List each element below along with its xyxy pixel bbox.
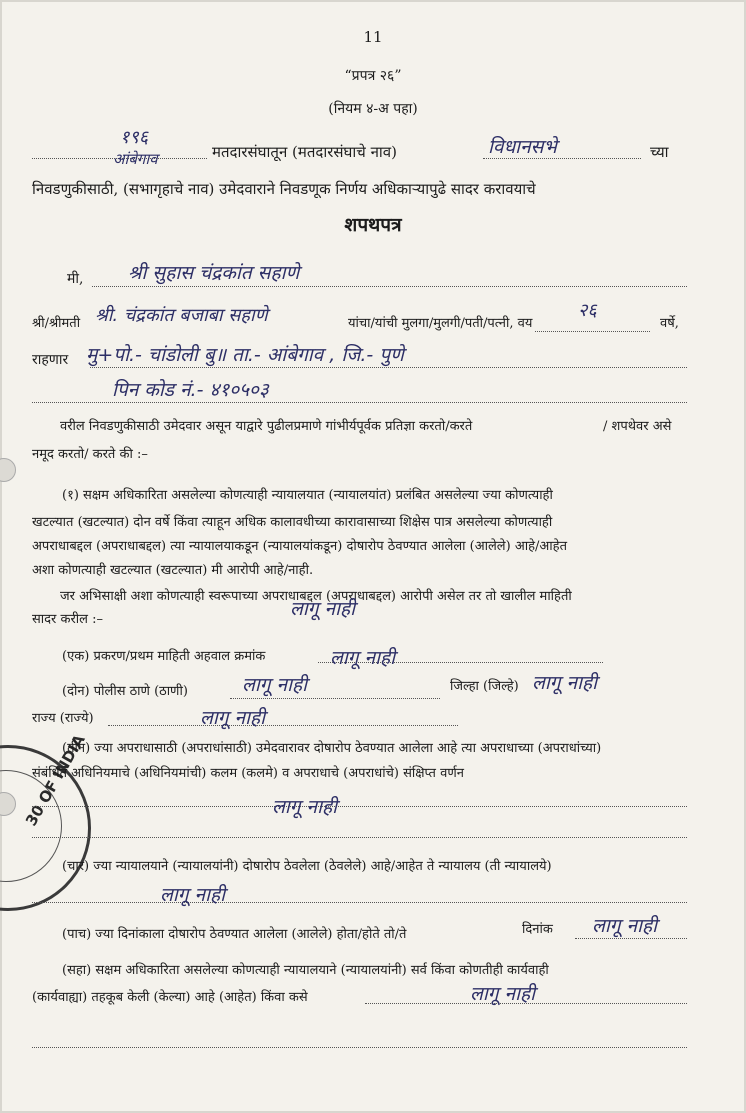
item-b: (दोन) पोलीस ठाणे (ठाणी) — [62, 684, 188, 699]
item-c-blank — [32, 837, 687, 838]
relation-label: श्री/श्रीमती — [32, 316, 81, 331]
header-line1: मतदारसंघातून (मतदारसंघाचे नाव) — [212, 143, 397, 161]
handwritten-constituency-name: आंबेगाव — [113, 150, 158, 168]
item-f-blank — [32, 1047, 687, 1048]
clause1-line: अशा कोणत्याही खटल्यात (खटल्यात) मी आरोपी आहे/नाही. — [32, 563, 314, 578]
item-c-line-1: (तीन) ज्या अपराधासाठी (अपराधांसाठी) उमेदवारावर दोषारोप ठेवण्यात आलेला आहे त्या अपराधाच्या (अपराधांच्या) — [62, 741, 602, 756]
item-e-blank — [575, 938, 687, 939]
handwritten-na: लागू नाही — [470, 983, 536, 1005]
handwritten-na: लागू नाही — [532, 672, 598, 694]
handwritten-age: २६ — [578, 300, 597, 321]
seal-text: 30 OF INDIA — [22, 731, 89, 829]
address-blank-1 — [90, 367, 687, 368]
relation-text: यांचा/यांची मुलगा/मुलगी/पती/पत्नी, वय — [348, 316, 533, 331]
rule-reference: (नियम ४-अ पहा) — [328, 101, 418, 117]
handwritten-na: लागू नाही — [290, 598, 356, 620]
item-e-date-label: दिनांक — [522, 922, 553, 937]
item-b-state-blank — [108, 725, 458, 726]
item-d-blank — [32, 902, 687, 903]
item-d: (चार) ज्या न्यायालयाने (न्यायालयांनी) दोषारोप ठेवलेला (ठेवलेले) आहे/आहेत ते न्यायालय (ती न्यायालये) — [62, 859, 552, 874]
oath-line-1-end: / शपथेवर असे — [603, 419, 672, 434]
item-c-blank — [32, 806, 687, 807]
handwritten-na: लागू नाही — [160, 884, 226, 906]
handwritten-parent: श्री. चंद्रकांत बजाबा सहाणे — [95, 305, 268, 326]
handwritten-constituency-no: १९६ — [120, 127, 149, 148]
handwritten-house: विधानसभे — [488, 136, 557, 158]
years-label: वर्षे, — [660, 316, 679, 331]
resident-label: राहणार — [32, 352, 69, 368]
handwritten-na: लागू नाही — [330, 647, 396, 669]
handwritten-na: लागू नाही — [200, 707, 266, 729]
name-prefix: मी, — [67, 271, 84, 287]
house-blank — [483, 158, 641, 159]
item-b-state: राज्य (राज्ये) — [32, 711, 94, 726]
item-c-line-2: संबंधित अधिनियमाचे (अधिनियमांची) कलम (कलमे) व अपराधाचे (अपराधांचे) संक्षिप्त वर्णन — [32, 766, 464, 781]
item-b-blank — [230, 698, 440, 699]
address-blank-2 — [32, 402, 687, 403]
handwritten-na: लागू नाही — [272, 796, 338, 818]
item-b-district: जिल्हा (जिल्हे) — [450, 679, 519, 694]
oath-line-2: नमूद करतो/ करते की :– — [32, 447, 148, 462]
name-blank — [92, 286, 687, 287]
item-a: (एक) प्रकरण/प्रथम माहिती अहवाल क्रमांक — [62, 649, 266, 664]
handwritten-na: लागू नाही — [242, 674, 308, 696]
clause1-line: (१) सक्षम अधिकारिता असलेल्या कोणत्याही न्यायालयात (न्यायालयांत) प्रलंबित असलेल्या ज्या कोणत्याही — [62, 488, 553, 503]
accused-line-1: जर अभिसाक्षी अशा कोणत्याही स्वरूपाच्या अपराधाबद्दल (अपराधाबद्दल) आरोपी असेल तर तो खालील माहिती — [60, 589, 572, 604]
document-title: शपथपत्र — [344, 214, 402, 236]
handwritten-address-1: मु+पो.- चांडोली बु॥ ता.- आंबेगाव , जि.- पुणे — [86, 344, 404, 366]
header-line2: निवडणुकीसाठी, (सभागृहाचे नाव) उमेदवाराने निवडणूक निर्णय अधिकाऱ्यापुढे सादर करावयाचे — [32, 180, 536, 198]
page-number: 11 — [363, 28, 383, 46]
form-title: “प्रपत्र २६” — [344, 68, 402, 84]
clause1-line: अपराधाबद्दल (अपराधाबद्दल) त्या न्यायालयाकडून (न्यायालयांकडून) दोषारोप ठेवण्यात आलेला (आलेले) आहे/आहेत — [32, 539, 567, 554]
clause1-line: खटल्यात (खटल्यात) दोन वर्षे किंवा त्याहून अधिक कालावधीच्या कारावासाच्या शिक्षेस पात्र असलेल्या कोणत्याही — [32, 515, 553, 530]
handwritten-name: श्री सुहास चंद्रकांत सहाणे — [128, 262, 300, 284]
item-e: (पाच) ज्या दिनांकाला दोषारोप ठेवण्यात आलेला (आलेले) होता/होते तो/ते — [62, 927, 407, 942]
age-blank — [535, 331, 650, 332]
item-f-line-1: (सहा) सक्षम अधिकारिता असलेल्या कोणत्याही न्यायालयाने (न्यायालयांनी) सर्व किंवा कोणतीही कार्यवाही — [62, 963, 549, 978]
oath-line-1: वरील निवडणुकीसाठी उमेदवार असून याद्वारे पुढीलप्रमाणे गांभीर्यपूर्वक प्रतिज्ञा करतो/करते — [60, 419, 473, 434]
accused-line-2: सादर करील :– — [32, 612, 104, 627]
item-f-line-2: (कार्यवाह्या) तहकूब केली (केल्या) आहे (आहेत) किंवा कसे — [32, 990, 308, 1005]
handwritten-address-2: पिन कोड नं.- ४१०५०३ — [112, 379, 269, 401]
handwritten-na: लागू नाही — [592, 915, 658, 937]
header-line1-end: च्या — [650, 143, 669, 161]
